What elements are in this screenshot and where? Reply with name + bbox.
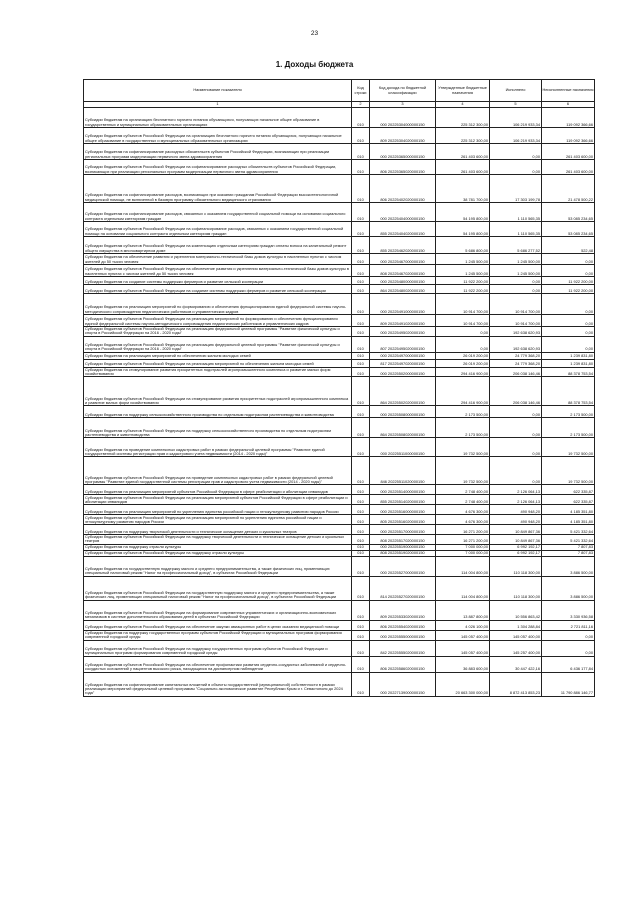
row-executed: 1 245 500,00: [490, 254, 542, 265]
row-unexecuted: 622 335,87: [542, 495, 595, 505]
row-name: Субсидии бюджетам субъектов Российской Федерации на поддержку отрасли культуры: [84, 550, 352, 556]
row-unexecuted: 1 239 831,80: [542, 352, 595, 359]
row-name: Субсидии бюджетам на софинансирование расходов, возникающих при оказании гражданам Российской Федерации высокотехнологичной медицинской помощи, не включенной в базовую программу обязательного медицинского страхования: [84, 175, 352, 203]
row-approved: 0,00: [436, 336, 490, 352]
row-approved: 16 271 200,00: [436, 535, 490, 545]
row-unexecuted: 7 807,83: [542, 550, 595, 556]
row-name: Субсидии бюджетам на поддержку творческой деятельности и техническое оснащение детских и кукольных театров: [84, 525, 352, 535]
row-executed: 10 849 867,36: [490, 525, 542, 535]
row-approved: 145 057 400,00: [436, 630, 490, 640]
table-row: [84, 203, 595, 222]
row-executed: 0,00: [490, 418, 542, 438]
row-unexecuted: 1 239 831,80: [542, 359, 595, 367]
table-row: [84, 265, 595, 277]
row-approved: 4 026 100,00: [436, 620, 490, 630]
row-unexecuted: 21 478 500,22: [542, 175, 595, 203]
row-unexecuted: 0,00: [542, 254, 595, 265]
row-code: 010: [352, 327, 370, 337]
table-row: [84, 438, 595, 457]
row-name: Субсидии бюджетам субъектов Российской Федерации на поддержку творческой деятельности и техническое оснащение детских и кукольных театров: [84, 535, 352, 545]
row-executed: 145 057 400,00: [490, 630, 542, 640]
row-name: Субсидии бюджетам на реализацию мероприятий по укреплению единства российской нации и этнокультурному развитию народов России: [84, 505, 352, 515]
row-approved: 2 173 500,00: [436, 406, 490, 418]
row-approved: 114 004 800,00: [436, 556, 490, 576]
row-unexecuted: 88 378 753,54: [542, 377, 595, 406]
row-name: Субсидии бюджетам субъектов Российской Федерации на реализацию федеральной целевой программы "Развитие физической культуры и спорта в Российской Федерации на 2016 - 2020 годы": [84, 336, 352, 352]
row-kbk: 000 20225304000000150: [370, 108, 436, 128]
row-executed: 192 638 620,93: [490, 336, 542, 352]
row-name: Субсидии бюджетам субъектов Российской Федерации на государственную поддержку малого и среднего предпринимательства, а также физических лиц, применяющих специальный налоговый режим "Налог на профессиональный доход", в субъектах Российской Федерации: [84, 576, 352, 600]
row-code: 010: [352, 222, 370, 237]
row-kbk: 000 20225497000000150: [370, 352, 436, 359]
row-kbk: 846 20225511020000150: [370, 457, 436, 485]
row-code: 010: [352, 495, 370, 505]
row-executed: 1 304 288,84: [490, 620, 542, 630]
row-kbk: 000 20225514000000150: [370, 485, 436, 495]
row-code: 010: [352, 108, 370, 128]
row-code: 010: [352, 367, 370, 377]
section-title: 1. Доходы бюджета: [275, 60, 354, 69]
row-unexecuted: 0,00: [542, 294, 595, 315]
row-unexecuted: 53 085 234,65: [542, 203, 595, 222]
row-name: Субсидии бюджетам на софинансирование расходов, связанных с оказанием государственной социальной помощи на основании социального контракта отдельным категориям граждан: [84, 203, 352, 222]
table-row: [84, 672, 595, 696]
row-name: Субсидии бюджетам субъектов Российской Федерации на реализацию федеральной целевой программы "Развитие физической культуры и спорта в Российской Федерации на 2016 - 2020 годы": [84, 327, 352, 337]
row-unexecuted: 6 436 177,84: [542, 656, 595, 672]
row-executed: 0,00: [490, 277, 542, 285]
row-name: Субсидии бюджетам субъектов Российской Федерации на формирование современных управленческих и организационно-экономических механизмов в системе дополнительного образования детей в субъектах Российской Федерации: [84, 600, 352, 620]
row-kbk: 000 20225365000000150: [370, 144, 436, 160]
row-approved: 26 019 200,00: [436, 359, 490, 367]
row-kbk: 000 20225491000000150: [370, 294, 436, 315]
row-name: Субсидии бюджетам на обеспечение развития и укрепления материально-технической базы домов культуры в населенных пунктах с числом жителей до 50 тысяч человек: [84, 254, 352, 265]
row-kbk: 000 20225527000000150: [370, 556, 436, 576]
table-row: [84, 495, 595, 505]
row-kbk: 814 20225527020000150: [370, 576, 436, 600]
row-unexecuted: 622 335,87: [542, 485, 595, 495]
table-body: [84, 108, 595, 697]
row-code: 010: [352, 359, 370, 367]
row-kbk: 000 20225519000000150: [370, 544, 436, 550]
row-unexecuted: 119 092 366,66: [542, 108, 595, 128]
row-name: Субсидии бюджетам на организацию бесплатного горячего питания обучающихся, получающих начальное общее образование в государственных и муниципальных образовательных организациях: [84, 108, 352, 128]
table-row: [84, 367, 595, 377]
row-unexecuted: 11 922 200,00: [542, 277, 595, 285]
table-row: [84, 175, 595, 203]
row-name: Субсидии бюджетам на проведение комплексных кадастровых работ в рамках федеральной целевой программы "Развитие единой государственной системы регистрации прав и кадастрового учета недвижимости (2014 - 2020 годы)": [84, 438, 352, 457]
row-kbk: 000 20225467000000150: [370, 254, 436, 265]
row-executed: 1 110 565,35: [490, 203, 542, 222]
row-executed: 10 914 700,00: [490, 294, 542, 315]
row-executed: 10 914 700,00: [490, 315, 542, 327]
row-code: 010: [352, 550, 370, 556]
row-name: Субсидии бюджетам субъектов Российской Федерации на обеспечение профилактики развития сердечно-сосудистых заболеваний и сердечно-сосудистых осложнений у пациентов высокого риска, находящихся на диспансерном наблюдении: [84, 656, 352, 672]
column-number: 5: [490, 102, 542, 108]
row-approved: 19 732 500,00: [436, 457, 490, 485]
row-code: 010: [352, 277, 370, 285]
row-kbk: 807 20225495020000150: [370, 336, 436, 352]
row-code: 010: [352, 515, 370, 525]
table-row: [84, 620, 595, 630]
row-kbk: 855 20225514020000150: [370, 495, 436, 505]
row-unexecuted: 2 721 811,16: [542, 620, 595, 630]
row-name: Субсидии бюджетам на поддержку сельскохозяйственного производства по отдельным подотраслям растениеводства и животноводства: [84, 406, 352, 418]
row-approved: 54 195 800,00: [436, 203, 490, 222]
row-name: Субсидии бюджетам на государственную поддержку малого и среднего предпринимательства, а также физических лиц, применяющих специальный налоговый режим "Налог на профессиональный доход", в субъектах Российской Федерации: [84, 556, 352, 576]
row-kbk: 855 20225462020000150: [370, 237, 436, 254]
row-executed: 8 872 413 853,23: [490, 672, 542, 696]
row-name: Субсидии бюджетам субъектов Российской Федерации на реализацию мероприятий по обеспечению жильем молодых семей: [84, 359, 352, 367]
row-name: Субсидии бюджетам субъектов Российской Федерации на проведение комплексных кадастровых работ в рамках федеральной целевой программы "Развитие единой государственной системы регистрации прав и кадастрового учета недвижимости (2014 - 2020 годы)": [84, 457, 352, 485]
row-code: 010: [352, 640, 370, 656]
row-executed: 0,00: [490, 285, 542, 294]
table-row: [84, 535, 595, 545]
row-code: 010: [352, 285, 370, 294]
row-approved: 5 686 800,00: [436, 237, 490, 254]
row-executed: 1 245 500,00: [490, 265, 542, 277]
table-row: [84, 406, 595, 418]
row-approved: 16 271 200,00: [436, 525, 490, 535]
row-kbk: 000 20225480000000150: [370, 277, 436, 285]
row-kbk: 000 20227139000000150: [370, 672, 436, 696]
row-unexecuted: 11 922 200,00: [542, 285, 595, 294]
row-kbk: 864 20225502020000150: [370, 377, 436, 406]
row-unexecuted: 53 085 234,65: [542, 222, 595, 237]
table-row: [84, 418, 595, 438]
header-unexecuted: Неисполненные назначения: [542, 80, 595, 102]
row-approved: 4 676 300,00: [436, 505, 490, 515]
row-kbk: 806 20225586020000150: [370, 656, 436, 672]
row-name: Субсидии бюджетам субъектов Российской Федерации на софинансирование расходных обязательств субъектов Российской Федерации, возникающих при реализации региональных программ модернизации первичного звена здравоохранения: [84, 160, 352, 175]
row-executed: 6 992 192,17: [490, 550, 542, 556]
table-row: [84, 315, 595, 327]
row-unexecuted: 4 185 351,80: [542, 505, 595, 515]
row-kbk: 809 20225304020000150: [370, 128, 436, 144]
row-name: Субсидии бюджетам субъектов Российской Федерации на поддержку государственных программ субъектов Российской Федерации и муниципальных программ формирования современной городской среды: [84, 640, 352, 656]
table-row: [84, 160, 595, 175]
table-row: [84, 128, 595, 144]
row-unexecuted: 0,00: [542, 327, 595, 337]
row-unexecuted: 19 732 500,00: [542, 438, 595, 457]
table-row: [84, 108, 595, 128]
row-name: Субсидии бюджетам субъектов Российской Федерации на стимулирование развития приоритетных подотраслей агропромышленного комплекса и развитие малых форм хозяйствования: [84, 377, 352, 406]
row-executed: 0,00: [490, 406, 542, 418]
row-executed: 5 686 277,52: [490, 237, 542, 254]
row-name: Субсидии бюджетам на реализацию мероприятий по формированию и обеспечению функционирования единой федеральной системы научно-методического сопровождения педагогических работников и управленческих кадров: [84, 294, 352, 315]
row-approved: 114 004 800,00: [436, 576, 490, 600]
row-name: Субсидии бюджетам субъектов Российской Федерации на обеспечение закупки авиационных работ в целях оказания медицинской помощи: [84, 620, 352, 630]
row-kbk: 000 20225404000000150: [370, 203, 436, 222]
row-code: 010: [352, 438, 370, 457]
row-approved: 54 195 800,00: [436, 222, 490, 237]
row-executed: 206 038 146,46: [490, 367, 542, 377]
row-kbk: 000 20225555000000150: [370, 630, 436, 640]
row-kbk: 808 20225517020000150: [370, 535, 436, 545]
table-row: [84, 600, 595, 620]
row-approved: 0,00: [436, 327, 490, 337]
row-unexecuted: 3 886 500,00: [542, 556, 595, 576]
column-number: 1: [84, 102, 352, 108]
table-row: [84, 222, 595, 237]
row-unexecuted: 7 807,83: [542, 544, 595, 550]
row-kbk: 808 20225467020000150: [370, 265, 436, 277]
row-unexecuted: 5 421 332,64: [542, 535, 595, 545]
row-code: 010: [352, 406, 370, 418]
row-name: Субсидии бюджетам на поддержку государственных программ субъектов Российской Федерации и муниципальных программ формирования современной городской среды: [84, 630, 352, 640]
row-code: 010: [352, 377, 370, 406]
row-kbk: 806 20225402020000150: [370, 175, 436, 203]
row-approved: 2 173 500,00: [436, 418, 490, 438]
row-unexecuted: 0,00: [542, 265, 595, 277]
row-name: Субсидии бюджетам субъектов Российской Федерации на компенсацию отдельным категориям граждан оплаты взноса на капитальный ремонт общего имущества в многоквартирном доме: [84, 237, 352, 254]
row-kbk: 864 20225480020000150: [370, 285, 436, 294]
row-approved: 2 748 400,00: [436, 485, 490, 495]
row-approved: 145 057 400,00: [436, 640, 490, 656]
row-name: Субсидии бюджетам субъектов Российской Федерации на реализацию мероприятий по укреплению единства российской нации и этнокультурному развитию народов России: [84, 515, 352, 525]
row-name: Субсидии бюджетам на создание системы поддержки фермеров и развитие сельской кооперации: [84, 277, 352, 285]
row-kbk: 806 20225365020000150: [370, 160, 436, 175]
header-executed: Исполнено: [490, 80, 542, 102]
row-executed: 24 779 368,20: [490, 352, 542, 359]
row-kbk: 864 20225508020000150: [370, 418, 436, 438]
table-row: [84, 294, 595, 315]
row-code: 010: [352, 294, 370, 315]
table-row: [84, 237, 595, 254]
row-unexecuted: 11 790 886 146,77: [542, 672, 595, 696]
table-row: [84, 630, 595, 640]
row-approved: 7 000 000,00: [436, 550, 490, 556]
row-kbk: 855 20225404020000150: [370, 222, 436, 237]
row-name: Субсидии бюджетам субъектов Российской Федерации на реализацию мероприятий по формированию и обеспечению функционирования единой федеральной системы научно-методического сопровождения педагогических работников и управленческих кадров: [84, 315, 352, 327]
row-approved: 20 663 300 000,00: [436, 672, 490, 696]
row-executed: 6 992 192,17: [490, 544, 542, 550]
table-row: [84, 254, 595, 265]
column-number: 6: [542, 102, 595, 108]
table-row: [84, 144, 595, 160]
row-kbk: 809 20225533020000150: [370, 600, 436, 620]
row-kbk: 000 20225502000000150: [370, 367, 436, 377]
row-code: 010: [352, 315, 370, 327]
row-executed: 30 447 422,16: [490, 656, 542, 672]
table-row: [84, 285, 595, 294]
column-number: 3: [370, 102, 436, 108]
row-name: Субсидии бюджетам на поддержку отрасли культуры: [84, 544, 352, 550]
table-row: [84, 359, 595, 367]
row-executed: 0,00: [490, 144, 542, 160]
row-code: 010: [352, 144, 370, 160]
row-kbk: 000 20225517000000150: [370, 525, 436, 535]
row-code: 010: [352, 656, 370, 672]
row-approved: 225 312 300,00: [436, 128, 490, 144]
table-row: [84, 505, 595, 515]
row-approved: 10 914 700,00: [436, 294, 490, 315]
row-code: 010: [352, 352, 370, 359]
table-row: [84, 576, 595, 600]
row-unexecuted: 4 185 351,80: [542, 515, 595, 525]
table-header-row: [84, 80, 595, 102]
row-unexecuted: 5 421 332,64: [542, 525, 595, 535]
row-code: 010: [352, 336, 370, 352]
row-code: 010: [352, 128, 370, 144]
row-approved: 36 883 600,00: [436, 656, 490, 672]
row-executed: 0,00: [490, 457, 542, 485]
row-unexecuted: 0,00: [542, 315, 595, 327]
row-approved: 13 887 800,00: [436, 600, 490, 620]
row-approved: 10 914 700,00: [436, 315, 490, 327]
row-executed: 192 638 620,93: [490, 327, 542, 337]
row-executed: 10 556 863,42: [490, 600, 542, 620]
row-executed: 2 126 064,13: [490, 495, 542, 505]
row-unexecuted: 88 378 753,54: [542, 367, 595, 377]
row-unexecuted: 261 403 600,00: [542, 160, 595, 175]
row-executed: 0,00: [490, 438, 542, 457]
header-approved: Утвержденные бюджетные назначения: [436, 80, 490, 102]
row-executed: 17 303 199,78: [490, 175, 542, 203]
row-code: 010: [352, 237, 370, 254]
table-row: [84, 485, 595, 495]
row-approved: 2 748 400,00: [436, 495, 490, 505]
row-kbk: 808 20225519020000150: [370, 550, 436, 556]
row-executed: 145 257 400,00: [490, 640, 542, 656]
row-code: 010: [352, 535, 370, 545]
row-unexecuted: 3 886 500,00: [542, 576, 595, 600]
row-code: 010: [352, 485, 370, 495]
row-executed: 0,00: [490, 160, 542, 175]
row-executed: 10 849 867,36: [490, 535, 542, 545]
row-name: Субсидии бюджетам на софинансирование расходных обязательств субъектов Российской Федерации, возникающих при реализации региональных программ модернизации первичного звена здравоохранения: [84, 144, 352, 160]
row-executed: 2 126 064,13: [490, 485, 542, 495]
table-row: [84, 352, 595, 359]
row-executed: 106 219 933,34: [490, 108, 542, 128]
table-row: [84, 377, 595, 406]
row-name: Субсидии бюджетам субъектов Российской Федерации на софинансирование расходов, связанных с оказанием государственной социальной помощи на основании социального контракта отдельным категориям граждан: [84, 222, 352, 237]
table-row: [84, 525, 595, 535]
row-unexecuted: 0,00: [542, 336, 595, 352]
row-code: 010: [352, 630, 370, 640]
row-approved: 294 416 900,00: [436, 367, 490, 377]
row-name: Субсидии бюджетам субъектов Российской Федерации на организацию бесплатного горячего питания обучающихся, получающих начальное общее образование в государственных и муниципальных образовательных организациях: [84, 128, 352, 144]
table-row: [84, 336, 595, 352]
row-executed: 106 219 933,34: [490, 128, 542, 144]
row-kbk: 000 20225516000000150: [370, 505, 436, 515]
row-approved: 38 781 700,00: [436, 175, 490, 203]
row-name: Субсидии бюджетам на софинансирование капитальных вложений в объекты государственной (муниципальной) собственности в рамках реализации мероприятий федеральной целевой программы "Социально-экономическое развитие Республики Крым и г. Севастополя до 2024 года": [84, 672, 352, 696]
row-code: 010: [352, 203, 370, 222]
table-row: [84, 515, 595, 525]
row-unexecuted: 3 330 936,58: [542, 600, 595, 620]
row-executed: 1 110 565,35: [490, 222, 542, 237]
budget-revenue-table: [83, 79, 595, 697]
header-name: Наименование показателя: [84, 80, 352, 102]
table-row: [84, 640, 595, 656]
row-executed: 110 118 300,00: [490, 556, 542, 576]
column-number: 4: [436, 102, 490, 108]
row-code: 010: [352, 418, 370, 438]
row-unexecuted: 2 173 500,00: [542, 418, 595, 438]
header-kbk: Код дохода по бюджетной классификации: [370, 80, 436, 102]
row-approved: 11 922 200,00: [436, 277, 490, 285]
row-name: Субсидии бюджетам субъектов Российской Федерации на обеспечение развития и укрепления материально-технической базы домов культуры в населенных пунктах с числом жителей до 50 тысяч человек: [84, 265, 352, 277]
table-row: [84, 556, 595, 576]
row-name: Субсидии бюджетам субъектов Российской Федерации на поддержку сельскохозяйственного производства по отдельным подотраслям растениеводства и животноводства: [84, 418, 352, 438]
row-code: 010: [352, 265, 370, 277]
row-approved: 1 245 500,00: [436, 265, 490, 277]
row-approved: 7 000 000,00: [436, 544, 490, 550]
row-code: 010: [352, 525, 370, 535]
column-number: 2: [352, 102, 370, 108]
row-kbk: 817 20225497020000150: [370, 359, 436, 367]
row-unexecuted: 119 092 366,66: [542, 128, 595, 144]
row-kbk: 806 20225554020000150: [370, 620, 436, 630]
row-code: 010: [352, 505, 370, 515]
table-row: [84, 327, 595, 337]
header-code: Код строки: [352, 80, 370, 102]
row-code: 010: [352, 620, 370, 630]
row-approved: 19 732 500,00: [436, 438, 490, 457]
row-code: 010: [352, 556, 370, 576]
table-row: [84, 457, 595, 485]
row-approved: 294 416 900,00: [436, 377, 490, 406]
row-code: 010: [352, 175, 370, 203]
row-executed: 206 038 146,46: [490, 377, 542, 406]
row-code: 010: [352, 544, 370, 550]
row-unexecuted: 19 732 500,00: [542, 457, 595, 485]
row-kbk: 000 20225495020000150: [370, 327, 436, 337]
row-approved: 1 245 500,00: [436, 254, 490, 265]
row-code: 010: [352, 254, 370, 265]
row-code: 010: [352, 600, 370, 620]
row-code: 010: [352, 457, 370, 485]
row-name: Субсидии бюджетам на реализацию мероприятий субъектов Российской Федерации в сфере реабилитации и абилитации инвалидов: [84, 485, 352, 495]
row-approved: 261 403 600,00: [436, 144, 490, 160]
row-unexecuted: 261 403 600,00: [542, 144, 595, 160]
row-name: Субсидии бюджетам субъектов Российской Федерации на реализацию мероприятий субъектов Российской Федерации в сфере реабилитации и абилитации инвалидов: [84, 495, 352, 505]
row-kbk: 842 20225555020000150: [370, 640, 436, 656]
row-name: Субсидии бюджетам субъектов Российской Федерации на создание системы поддержки фермеров и развитие сельской кооперации: [84, 285, 352, 294]
row-name: Субсидии бюджетам на стимулирование развития приоритетных подотраслей агропромышленного комплекса и развитие малых форм хозяйствования: [84, 367, 352, 377]
row-name: Субсидии бюджетам на реализацию мероприятий по обеспечению жильем молодых семей: [84, 352, 352, 359]
row-approved: 11 922 200,00: [436, 285, 490, 294]
row-kbk: 809 20225491020000150: [370, 315, 436, 327]
row-code: 010: [352, 576, 370, 600]
row-executed: 110 118 300,00: [490, 576, 542, 600]
row-approved: 26 019 200,00: [436, 352, 490, 359]
row-code: 010: [352, 160, 370, 175]
row-code: 010: [352, 672, 370, 696]
row-executed: 490 948,20: [490, 505, 542, 515]
row-executed: 24 779 368,20: [490, 359, 542, 367]
table-row: [84, 277, 595, 285]
row-unexecuted: 522,48: [542, 237, 595, 254]
row-approved: 225 312 300,00: [436, 108, 490, 128]
row-kbk: 805 20225516020000150: [370, 515, 436, 525]
row-approved: 261 403 600,00: [436, 160, 490, 175]
row-executed: 490 948,20: [490, 515, 542, 525]
page-number: 23: [310, 30, 319, 37]
row-unexecuted: 2 173 500,00: [542, 406, 595, 418]
row-kbk: 000 20225511000000150: [370, 438, 436, 457]
row-kbk: 000 20225508000000150: [370, 406, 436, 418]
row-unexecuted: 0,00: [542, 640, 595, 656]
table-row: [84, 656, 595, 672]
row-approved: 4 676 300,00: [436, 515, 490, 525]
row-unexecuted: 0,00: [542, 630, 595, 640]
